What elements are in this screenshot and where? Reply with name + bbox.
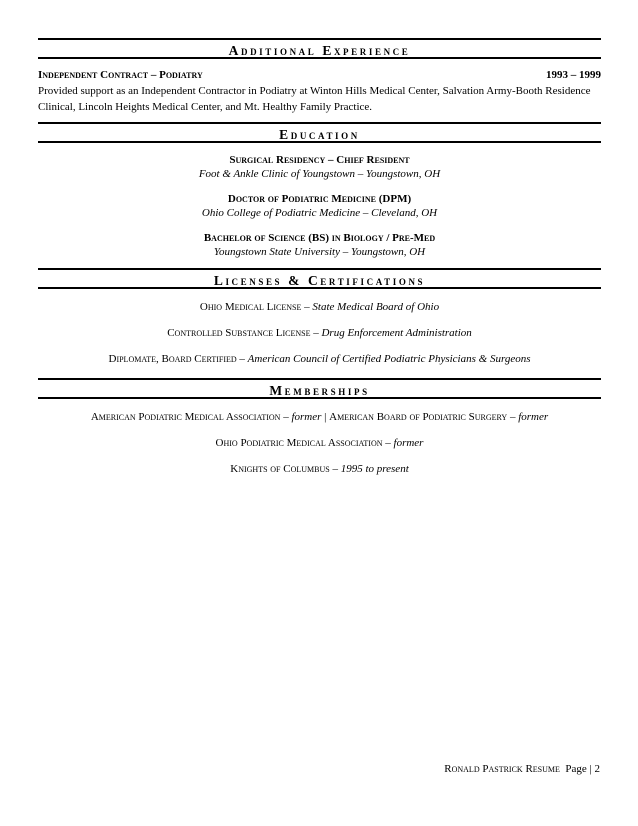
footer-name: Ronald Pastrick Resume bbox=[444, 763, 560, 775]
footer-page-number: Page | 2 bbox=[565, 763, 600, 775]
page-footer bbox=[444, 763, 600, 775]
membership-detail: former bbox=[393, 437, 424, 449]
membership-item: Knights of Columbus – 1995 to present bbox=[230, 463, 409, 475]
experience-entry-header bbox=[38, 68, 601, 82]
license-item: Ohio Medical License – State Medical Board of Ohio bbox=[199, 301, 440, 313]
education-subtitle: Foot & Ankle Clinic of Youngstown – Youngstown, OH bbox=[198, 168, 441, 180]
license-item: Diplomate, Board Certified – American Council of Certified Podiatric Physicians & Surgeons bbox=[108, 353, 531, 365]
education-title: Bachelor of Science (BS) in Biology / Pre-Med bbox=[203, 232, 436, 244]
experience-description: Provided support as an Independent Contractor in Podiatry at Winton Hills Medical Center, Salvation Army-Booth Residence Clinical, Lincoln Heights Medical Center, and Mt. Healthy Family Practice. bbox=[38, 85, 591, 113]
membership-item: American Podiatric Medical Association – former | American Board of Podiatric Surgery – former bbox=[90, 411, 549, 423]
membership-name: American Podiatric Medical Association bbox=[90, 411, 281, 423]
experience-title: Independent Contract – Podiatry bbox=[38, 69, 203, 81]
membership-item: Ohio Podiatric Medical Association – former bbox=[215, 437, 424, 449]
heading-text: Licenses & Certifications bbox=[213, 273, 426, 288]
membership-detail: former bbox=[518, 411, 549, 423]
education-subtitle: Youngstown State University – Youngstown, OH bbox=[213, 246, 426, 258]
license-name: Controlled Substance License bbox=[167, 327, 311, 339]
section-heading-education bbox=[38, 122, 601, 143]
license-name: Diplomate, Board Certified bbox=[108, 353, 237, 365]
membership-name: Knights of Columbus bbox=[230, 463, 330, 475]
license-item: Controlled Substance License – Drug Enforcement Administration bbox=[167, 327, 472, 339]
section-heading-licenses bbox=[38, 268, 601, 289]
experience-dates: 1993 – 1999 bbox=[546, 69, 601, 81]
section-heading-additional-experience bbox=[38, 38, 601, 59]
license-detail: Drug Enforcement Administration bbox=[321, 327, 472, 339]
education-item bbox=[38, 231, 601, 260]
education-item bbox=[38, 192, 601, 221]
heading-text: Memberships bbox=[269, 383, 370, 398]
license-detail: American Council of Certified Podiatric Physicians & Surgeons bbox=[247, 353, 531, 365]
license-name: Ohio Medical License bbox=[199, 301, 302, 313]
membership-name: American Board of Podiatric Surgery bbox=[329, 411, 508, 423]
membership-name: Ohio Podiatric Medical Association bbox=[215, 437, 383, 449]
membership-detail: 1995 to present bbox=[340, 463, 409, 475]
resume-page bbox=[38, 38, 601, 476]
heading-text: Education bbox=[279, 127, 360, 142]
education-subtitle: Ohio College of Podiatric Medicine – Cleveland, OH bbox=[201, 207, 438, 219]
membership-detail: former bbox=[291, 411, 322, 423]
section-heading-memberships bbox=[38, 378, 601, 399]
license-detail: State Medical Board of Ohio bbox=[312, 301, 440, 313]
education-title: Doctor of Podiatric Medicine (DPM) bbox=[227, 193, 412, 205]
education-item bbox=[38, 153, 601, 182]
heading-text: Additional Experience bbox=[228, 43, 411, 58]
education-title: Surgical Residency – Chief Resident bbox=[229, 154, 410, 166]
